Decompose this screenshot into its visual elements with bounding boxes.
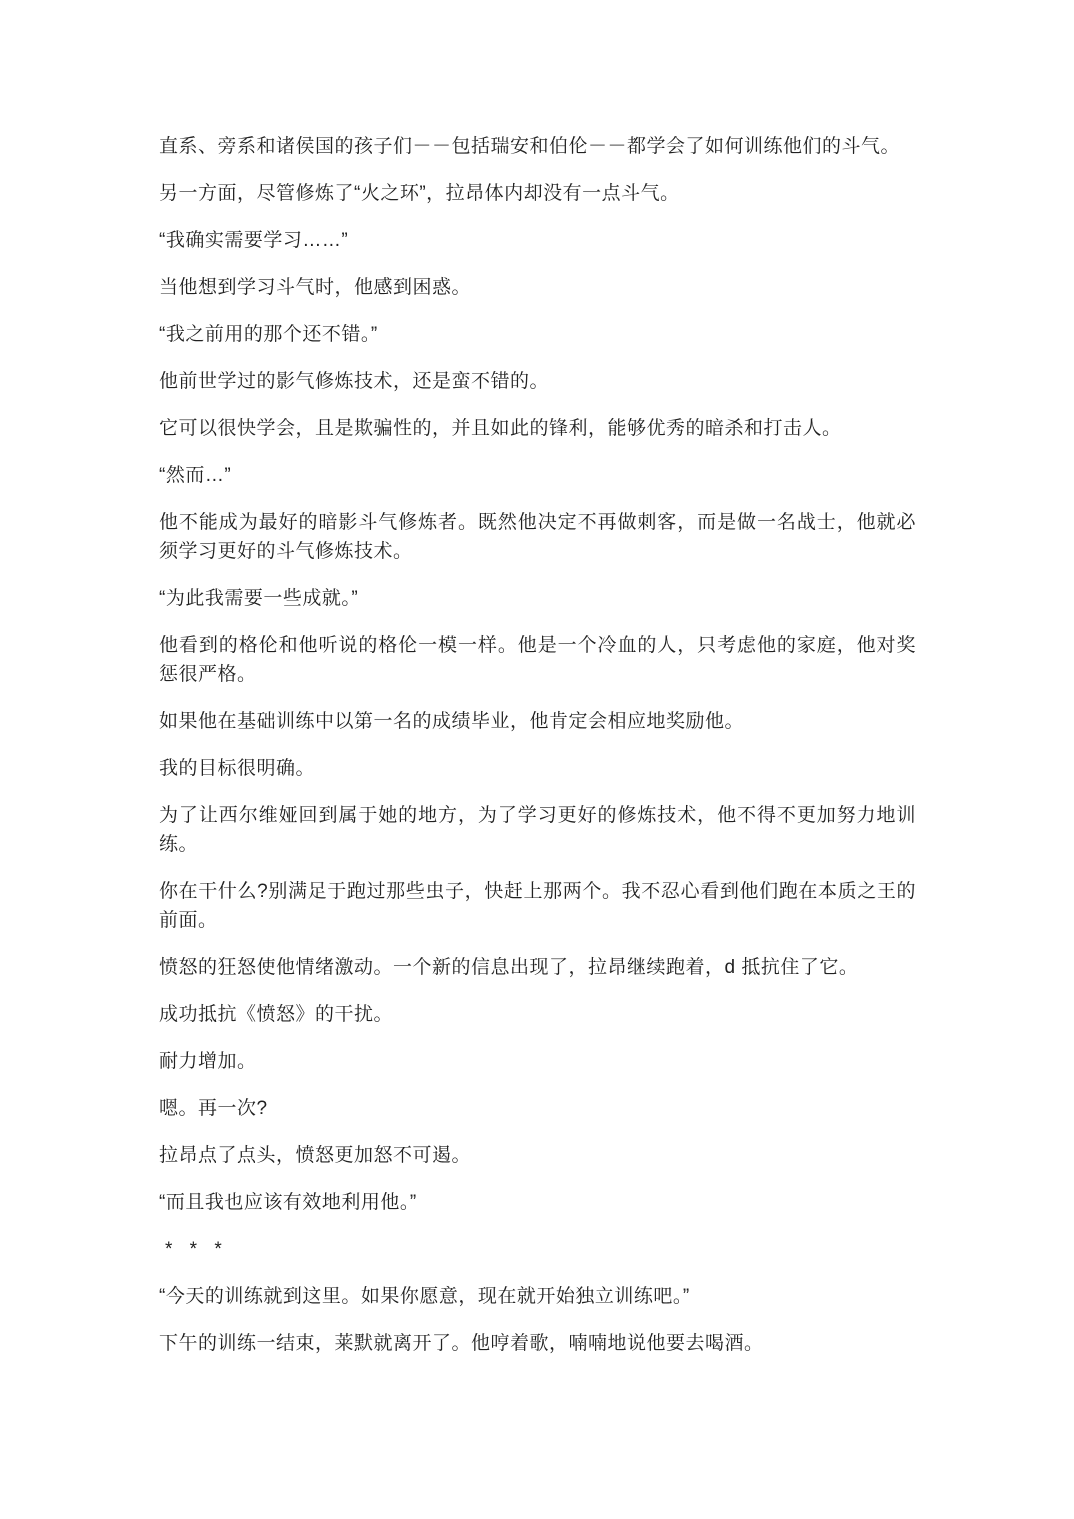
paragraph: 当他想到学习斗气时，他感到困惑。 bbox=[159, 277, 472, 298]
paragraph: 他不能成为最好的暗影斗气修炼者。既然他决定不再做刺客，而是做一名战士，他就必须学习更好的斗气修炼技术。 bbox=[159, 512, 916, 562]
paragraph: 拉昂点了点头，愤怒更加怒不可遏。 bbox=[159, 1145, 472, 1166]
paragraph: 成功抵抗《愤怒》的干扰。 bbox=[159, 1004, 394, 1025]
paragraph: 你在干什么?别满足于跑过那些虫子，快赶上那两个。我不忍心看到他们跑在本质之王的前面。 bbox=[159, 881, 916, 931]
paragraph: 如果他在基础训练中以第一名的成绩毕业，他肯定会相应地奖励他。 bbox=[159, 711, 745, 732]
paragraph: “而且我也应该有效地利用他。” bbox=[159, 1192, 417, 1213]
paragraph: 耐力增加。 bbox=[159, 1051, 257, 1072]
paragraph: “为此我需要一些成就。” bbox=[159, 588, 359, 609]
paragraph: 直系、旁系和诸侯国的孩子们－－包括瑞安和伯伦－－都学会了如何训练他们的斗气。 bbox=[159, 136, 901, 157]
paragraph: 愤怒的狂怒使他情绪激动。一个新的信息出现了，拉昂继续跑着，d 抵抗住了它。 bbox=[159, 957, 859, 978]
paragraph: 为了让西尔维娅回到属于她的地方，为了学习更好的修炼技术，他不得不更加努力地训练。 bbox=[159, 805, 916, 855]
paragraph: “我确实需要学习……” bbox=[159, 230, 349, 251]
paragraph: 我的目标很明确。 bbox=[159, 758, 316, 779]
paragraph: “我之前用的那个还不错。” bbox=[159, 324, 378, 345]
paragraph: “然而…” bbox=[159, 465, 232, 486]
paragraph: 他看到的格伦和他听说的格伦一模一样。他是一个冷血的人，只考虑他的家庭，他对奖惩很严格。 bbox=[159, 635, 916, 685]
paragraph: 另一方面，尽管修炼了“火之环”，拉昂体内却没有一点斗气。 bbox=[159, 183, 680, 204]
section-separator: * * * bbox=[165, 1239, 228, 1260]
paragraph: 它可以很快学会，且是欺骗性的，并且如此的锋利，能够优秀的暗杀和打击人。 bbox=[159, 418, 842, 439]
paragraph: 嗯。再一次? bbox=[159, 1098, 268, 1119]
paragraph: “今天的训练就到这里。如果你愿意，现在就开始独立训练吧。” bbox=[159, 1286, 690, 1307]
paragraph: 下午的训练一结束，莱默就离开了。他哼着歌，喃喃地说他要去喝酒。 bbox=[159, 1333, 764, 1354]
paragraph: 他前世学过的影气修炼技术，还是蛮不错的。 bbox=[159, 371, 550, 392]
